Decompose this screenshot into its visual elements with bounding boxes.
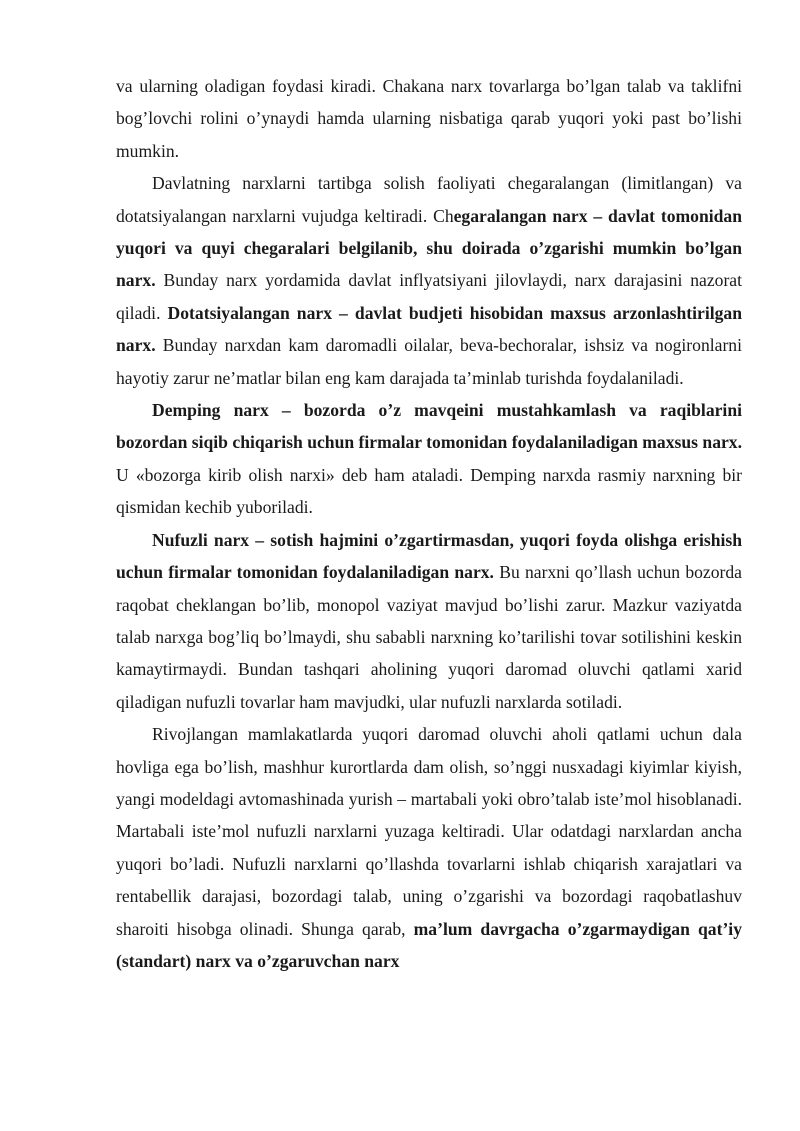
paragraph-1 <box>116 70 742 167</box>
text-segment: Bunday narx yordamida davlat inflyatsiyani jilovlaydi, narx darajasini nazorat qiladi. <box>116 270 742 323</box>
document-page <box>116 70 742 977</box>
bold-term-nufuzli-narx: Nufuzli narx – sotish hajmini o’zgartirmasdan, yuqori foyda olishga erishish uchun firmalar tomonidan foydalaniladigan narx. <box>116 529 742 583</box>
bold-term-chegaralangan-narx: egaralangan narx – davlat tomonidan yuqori va quyi chegaralari belgilanib, shu doirada o’zgarishi mumkin bo’lgan narx. <box>116 205 742 291</box>
paragraph-3 <box>116 394 742 524</box>
paragraph-2 <box>116 167 742 394</box>
bold-term-qatiy-narx: ma’lum davrgacha o’zgarmaydigan qat’iy (standart) narx va o’zgaruvchan narx <box>116 918 742 971</box>
bold-term-dotatsiyalangan-narx: Dotatsiyalangan narx – davlat budjeti hisobidan maxsus arzonlashtirilgan narx. <box>116 302 742 356</box>
paragraph-5 <box>116 718 742 977</box>
text-segment: U «bozorga kirib olish narxi» deb ham ataladi. Demping narxda rasmiy narxning bir qismidan kechib yuboriladi. <box>116 464 742 518</box>
text-segment: Bu narxni qo’llash uchun bozorda raqobat cheklangan bo’lib, monopol vaziyat mavjud bo’lishi zarur. Mazkur vaziyatda talab narxga bog’liq bo’lmaydi, shu sababli narxning ko’tarilishi tovar sotilishini keskin kamaytirmaydi. Bundan tashqari aholining yuqori daromad oluvchi qatlami xarid qiladigan nufuzli tovarlar ham mavjudki, ular nufuzli narxlarda sotiladi. <box>116 562 742 712</box>
text-segment: Bunday narxdan kam daromadli oilalar, beva-bechoralar, ishsiz va nogironlarni hayotiy zarur ne’matlar bilan eng kam darajada ta’minlab turishda foydalaniladi. <box>116 335 742 388</box>
text-segment: va ularning oladigan foydasi kiradi. Chakana narx tovarlarga bo’lgan talab va taklifni bog’lovchi rolini o’ynaydi hamda ularning nisbatiga qarab yuqori yoki past bo’lishi mumkin. <box>116 76 742 161</box>
text-segment: Davlatning narxlarni tartibga solish faoliyati chegaralangan (limitlangan) va dotatsiyalangan narxlarni vujudga keltiradi. Ch <box>116 173 742 226</box>
bold-term-demping-narx: Demping narx – bozorda o’z mavqeini mustahkamlash va raqiblarini bozordan siqib chiqarish uchun firmalar tomonidan foydalaniladigan maxsus narx. <box>116 400 742 453</box>
paragraph-4 <box>116 524 742 718</box>
text-segment: Rivojlangan mamlakatlarda yuqori daromad oluvchi aholi qatlami uchun dala hovliga ega bo’lish, mashhur kurortlarda dam olish, so’nggi nusxadagi kiyimlar kiyish, yangi modeldagi avtomashinada yurish – martabali yoki obro’talab iste’mol hisoblanadi. Martabali iste’mol nufuzli narxlarni yuzaga keltiradi. Ular odatdagi narxlardan ancha yuqori bo’ladi. Nufuzli narxlarni qo’llashda tovarlarni ishlab chiqarish xarajatlari va rentabellik darajasi, bozordagi talab, uning o’zgarishi va bozordagi raqobatlashuv sharoiti hisobga olinadi. Shunga qarab, <box>116 724 742 939</box>
